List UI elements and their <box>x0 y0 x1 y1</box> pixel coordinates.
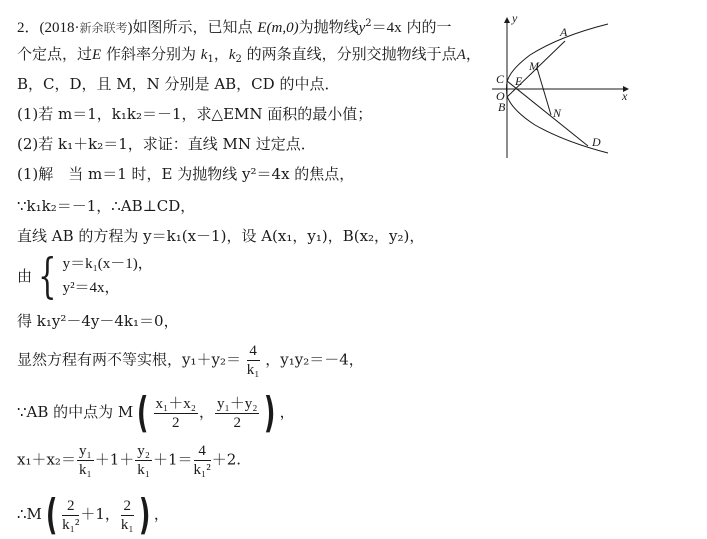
system-eq-2: y²＝4x， <box>62 280 120 296</box>
solution-system: 由 { y＝k₁(x－1)， y²＝4x， <box>17 248 153 304</box>
label-N: N <box>553 106 562 120</box>
label-A: A <box>560 25 568 39</box>
problem-part-1: (1)若 m＝1，k₁k₂＝－1，求△EMN 面积的最小值； <box>17 105 373 123</box>
label-M: M <box>529 59 539 73</box>
solution-line-9: ∴M( $\frac{2}{\text{k₁²}}$ ＋1， $\frac{2}{\text{k₁}}$ ) ， <box>17 490 169 539</box>
right-paren: ) <box>264 388 276 437</box>
problem-source: 新余联考 <box>79 21 128 35</box>
fraction: $\frac{4}{\text{k₁}}$ <box>246 343 260 378</box>
problem-text: 如图所示，已知点 <box>132 18 253 36</box>
segment-MN <box>537 68 551 115</box>
solution-line-2: ∵k₁k₂＝－1，∴AB⊥CD， <box>17 197 196 215</box>
left-paren: ( <box>45 490 58 539</box>
label-x: x <box>622 89 628 103</box>
system-eq-1: y＝k₁(x－1)， <box>62 256 153 272</box>
problem-line-1: 2．(2018·新余联考)如图所示，已知点 E(m,0)为抛物线$y^2=4x$ 内的一 <box>17 18 452 36</box>
solution-line-7: ∵AB 的中点为 M( $\frac{\text{x₁＋x₂}}{2}$ ， $\frac{\text{y₁＋y₂}}{2}$ ) ， <box>17 388 295 437</box>
solution-line-5: 得 k₁y²－4y－4k₁＝0， <box>17 312 179 330</box>
left-paren: ( <box>137 388 149 437</box>
solution-line-8: x₁＋x₂＝ $\frac{\text{y₁}}{\text{k₁}}$ ＋1＋ $\frac{\text{y₂}}{\text{k₁}}$ ＋1＝ $\frac{4}{\text{k₁²}}$ ＋2. <box>17 443 242 478</box>
label-y: y <box>512 11 518 25</box>
left-brace: { <box>38 248 57 304</box>
label-B: B <box>498 100 506 114</box>
right-paren: ) <box>138 490 150 539</box>
parabola-diagram <box>478 8 638 168</box>
problem-line-3: B，C，D，且 M，N 分别是 AB，CD 的中点． <box>17 75 340 93</box>
problem-line-2: 个定点，过E 作斜率分别为 $k_1$，$k_2$ 的两条直线，分别交抛物线于点A， <box>17 45 481 65</box>
problem-part-2: (2)若 k₁＋k₂＝1，求证：直线 MN 过定点． <box>17 135 316 153</box>
solution-line-6: 显然方程有两不等实根，y₁＋y₂＝ $\frac{4}{\text{k₁}}$ ，y₁y₂＝－4， <box>17 343 364 378</box>
problem-number: 2． <box>17 20 40 36</box>
solution-line-1: (1)解 当 m＝1 时，E 为抛物线 y²＝4x 的焦点， <box>17 165 355 183</box>
label-C: C <box>496 72 505 86</box>
label-D: D <box>592 135 601 149</box>
label-O: O <box>496 89 505 103</box>
problem-source-open: (2018· <box>39 20 80 36</box>
solution-line-3: 直线 AB 的方程为 y＝k₁(x－1)，设 A(x₁，y₁)，B(x₂，y₂)， <box>17 227 425 245</box>
point-E: E(m,0) <box>257 20 299 36</box>
label-E: E <box>515 74 523 88</box>
